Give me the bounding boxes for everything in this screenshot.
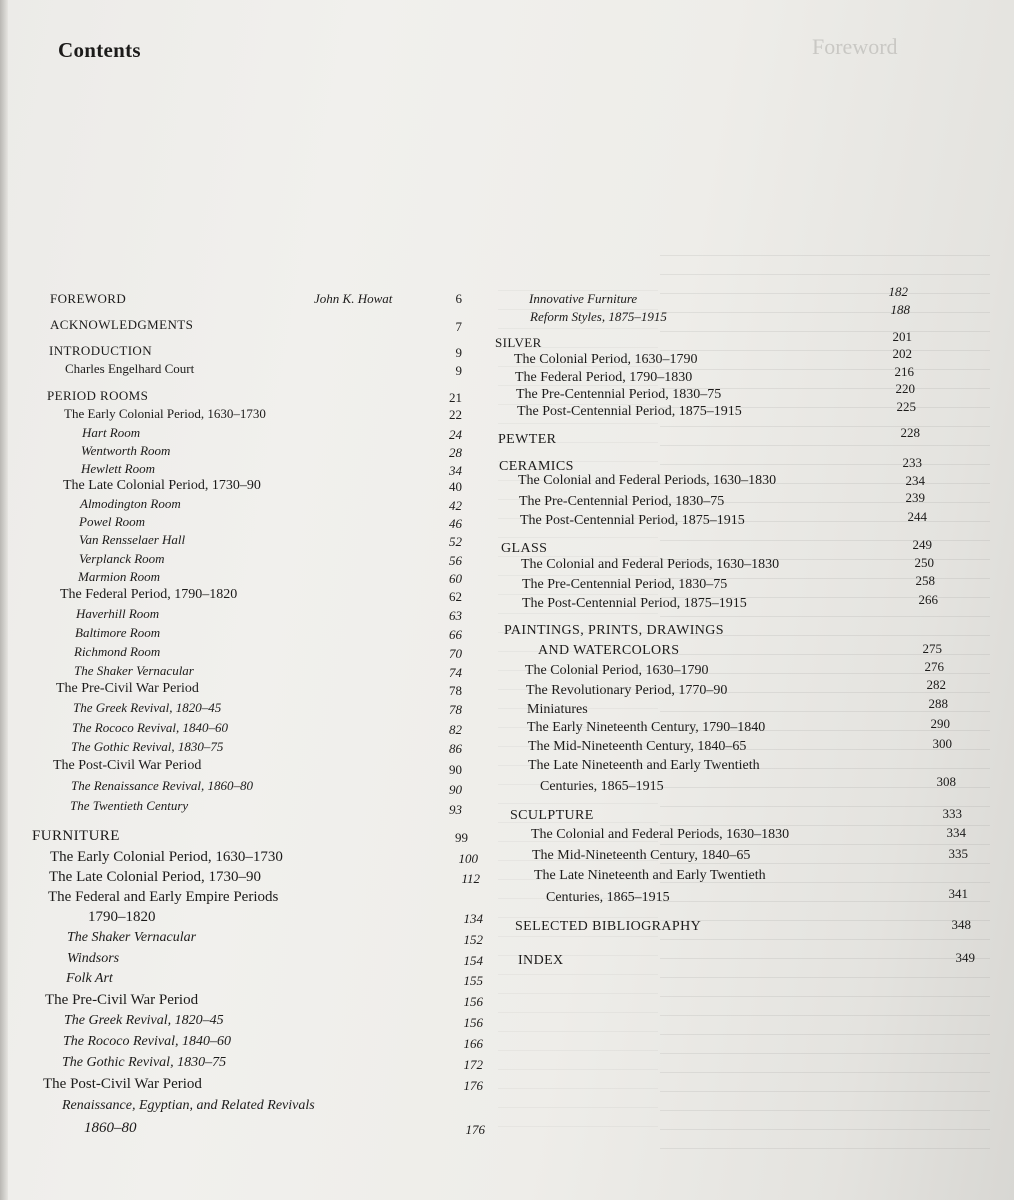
right-column-entry: The Post-Centennial Period, 1875–1915 [517,404,742,419]
period-rooms-page-number: 78 [449,702,462,717]
period-rooms-page-number: 42 [449,498,462,513]
period-rooms-entry: The Greek Revival, 1820–45 [73,700,222,715]
furniture-entry: Renaissance, Egyptian, and Related Revivals [62,1098,315,1113]
bleed-through-title: Foreword [812,34,898,59]
furniture-page-number: 112 [461,871,480,886]
toc-entry-foreword: FOREWORD [50,291,127,306]
period-rooms-entry: Marmion Room [78,569,160,584]
period-rooms-page-number: 34 [449,463,462,478]
toc-page-introduction: 9 [455,345,462,360]
right-column-entry: The Post-Centennial Period, 1875–1915 [522,596,747,611]
furniture-page-number: 152 [463,932,483,947]
period-rooms-entry: Almodington Room [80,496,181,511]
right-column-page-number: 300 [932,736,952,751]
period-rooms-entry: The Renaissance Revival, 1860–80 [71,778,253,793]
period-rooms-entry: The Pre-Civil War Period [56,681,199,696]
right-column-page-number: 348 [951,917,971,932]
right-column-page-number: 228 [900,425,920,440]
period-rooms-entry: Haverhill Room [76,606,160,621]
right-column-page-number: 266 [918,592,938,607]
furniture-page-number: 172 [463,1057,483,1072]
right-column-entry: The Revolutionary Period, 1770–90 [526,683,728,698]
period-rooms-page-number: 63 [449,608,462,623]
right-column-page-number: 276 [924,659,944,674]
right-column-entry: The Pre-Centennial Period, 1830–75 [519,494,725,509]
page-edge [0,0,8,1200]
right-column-entry: The Colonial and Federal Periods, 1630–1830 [518,473,777,488]
furniture-page-number: 156 [463,994,483,1009]
right-column-entry: CERAMICS [499,459,574,474]
period-rooms-entry: Verplanck Room [79,551,165,566]
period-rooms-page-number: 66 [449,627,462,642]
period-rooms-page-number: 93 [449,802,462,817]
right-column-page-number: 234 [905,473,925,488]
right-column-page-number: 349 [955,950,975,965]
right-column-page-number: 335 [948,846,968,861]
furniture-entry: The Federal and Early Empire Periods [48,889,279,905]
right-column-entry: SELECTED BIBLIOGRAPHY [515,919,702,934]
right-column-entry: Centuries, 1865–1915 [540,779,664,794]
right-column-page-number: 308 [936,774,956,789]
right-column-entry: SILVER [495,335,542,350]
period-rooms-page-number: 22 [449,407,462,422]
right-column-page-number: 216 [894,364,914,379]
right-column-entry: Miniatures [527,702,588,717]
right-column-page-number: 333 [942,806,962,821]
right-column-page-number: 282 [926,677,946,692]
furniture-page-number: 156 [463,1015,483,1030]
right-column-entry: The Colonial Period, 1630–1790 [525,663,709,678]
period-rooms-page-number: 60 [449,571,462,586]
period-rooms-page-number: 46 [449,516,462,531]
period-rooms-entry: PERIOD ROOMS [47,388,149,403]
right-column-page-number: 341 [948,886,968,901]
right-column-page-number: 201 [892,329,912,344]
furniture-entry: Windsors [67,951,120,966]
furniture-page-number: 176 [463,1078,483,1093]
right-column-entry: The Pre-Centennial Period, 1830–75 [516,387,722,402]
furniture-entry: 1790–1820 [88,909,156,925]
toc-entry-acknowledgments: ACKNOWLEDGMENTS [50,317,194,332]
page-title: Contents [58,38,141,62]
right-column-page-number: 258 [915,573,935,588]
furniture-page-number: 166 [463,1036,483,1051]
right-column-page-number: 244 [907,509,927,524]
right-column-entry: Centuries, 1865–1915 [546,890,670,905]
period-rooms-entry: The Rococo Revival, 1840–60 [72,720,228,735]
right-column-entry: The Federal Period, 1790–1830 [515,370,693,385]
period-rooms-page-number: 74 [449,665,462,680]
right-column-entry: GLASS [501,541,548,556]
period-rooms-entry: Baltimore Room [75,625,161,640]
right-column-entry: The Late Nineteenth and Early Twentieth [528,758,760,773]
period-rooms-page-number: 70 [449,646,462,661]
furniture-page-number: 155 [463,973,483,988]
right-column-page-number: 239 [905,490,925,505]
period-rooms-page-number: 82 [449,722,462,737]
furniture-entry: The Gothic Revival, 1830–75 [62,1055,227,1070]
right-column-entry: The Pre-Centennial Period, 1830–75 [522,577,728,592]
period-rooms-entry: The Shaker Vernacular [74,663,194,678]
period-rooms-entry: Hewlett Room [81,461,156,476]
period-rooms-page-number: 86 [449,741,462,756]
period-rooms-page-number: 24 [449,427,462,442]
period-rooms-entry: The Early Colonial Period, 1630–1730 [64,406,266,421]
right-column-page-number: 275 [922,641,942,656]
right-column-page-number: 225 [896,399,916,414]
right-column-entry: The Mid-Nineteenth Century, 1840–65 [528,739,747,754]
period-rooms-page-number: 78 [449,683,462,698]
right-column-entry: The Late Nineteenth and Early Twentieth [534,868,766,883]
period-rooms-page-number: 90 [449,762,462,777]
right-column-page-number: 334 [946,825,966,840]
right-column-page-number: 188 [890,302,910,317]
furniture-entry: FURNITURE [32,828,120,844]
period-rooms-page-number: 52 [449,534,462,549]
period-rooms-entry: The Federal Period, 1790–1820 [60,587,238,602]
toc-page-court: 9 [455,363,462,378]
right-column-page-number: 182 [888,284,908,299]
furniture-entry: Folk Art [66,971,113,986]
period-rooms-entry: The Post-Civil War Period [53,758,202,773]
furniture-entry: The Post-Civil War Period [43,1076,202,1092]
period-rooms-entry: The Late Colonial Period, 1730–90 [63,478,261,493]
right-column-page-number: 233 [902,455,922,470]
right-column-entry: The Early Nineteenth Century, 1790–1840 [527,720,766,735]
right-column-entry: The Colonial and Federal Periods, 1630–1830 [531,827,790,842]
furniture-entry: 1860–80 [84,1120,137,1136]
right-column-page-number: 202 [892,346,912,361]
furniture-entry: The Greek Revival, 1820–45 [64,1013,224,1028]
period-rooms-page-number: 28 [449,445,462,460]
furniture-entry: The Pre-Civil War Period [45,992,199,1008]
period-rooms-page-number: 90 [449,782,462,797]
right-column-entry: The Colonial Period, 1630–1790 [514,352,698,367]
toc-author-foreword: John K. Howat [314,291,393,306]
right-column-entry: The Post-Centennial Period, 1875–1915 [520,513,745,528]
period-rooms-page-number: 62 [449,589,462,604]
toc-entry-introduction: INTRODUCTION [49,343,153,358]
period-rooms-entry: The Gothic Revival, 1830–75 [71,739,224,754]
furniture-page-number: 154 [463,953,483,968]
right-column-entry: PAINTINGS, PRINTS, DRAWINGS [504,623,724,638]
right-column-entry: SCULPTURE [510,808,594,823]
right-column-entry: The Mid-Nineteenth Century, 1840–65 [532,848,751,863]
period-rooms-entry: Powel Room [79,514,146,529]
right-column-page-number: 220 [895,381,915,396]
furniture-entry: The Shaker Vernacular [67,930,197,945]
period-rooms-entry: The Twentieth Century [70,798,189,813]
period-rooms-page-number: 56 [449,553,462,568]
furniture-page-number: 99 [455,830,468,845]
right-column-page-number: 250 [914,555,934,570]
right-column-entry: AND WATERCOLORS [538,643,680,658]
toc-entry-court: Charles Engelhard Court [65,361,195,376]
period-rooms-page-number: 21 [449,390,462,405]
period-rooms-entry: Wentworth Room [81,443,171,458]
furniture-entry: The Rococo Revival, 1840–60 [63,1034,231,1049]
furniture-page-number: 176 [465,1122,485,1137]
right-column-entry: PEWTER [498,432,557,447]
furniture-page-number: 100 [458,851,478,866]
right-column-entry: The Colonial and Federal Periods, 1630–1830 [521,557,780,572]
furniture-entry: The Late Colonial Period, 1730–90 [49,869,262,885]
furniture-entry: The Early Colonial Period, 1630–1730 [50,849,283,865]
right-column-entry: INDEX [518,953,564,968]
toc-page-foreword: 6 [455,291,462,306]
period-rooms-entry: Van Rensselaer Hall [79,532,186,547]
right-column-page-number: 290 [930,716,950,731]
right-column-page-number: 249 [912,537,932,552]
right-column-page-number: 288 [928,696,948,711]
period-rooms-entry: Richmond Room [74,644,161,659]
toc-page-acknowledgments: 7 [455,319,462,334]
right-column-entry: Reform Styles, 1875–1915 [530,309,667,324]
period-rooms-entry: Hart Room [82,425,141,440]
period-rooms-page-number: 40 [449,479,462,494]
right-column-entry: Innovative Furniture [529,291,638,306]
furniture-page-number: 134 [463,911,483,926]
